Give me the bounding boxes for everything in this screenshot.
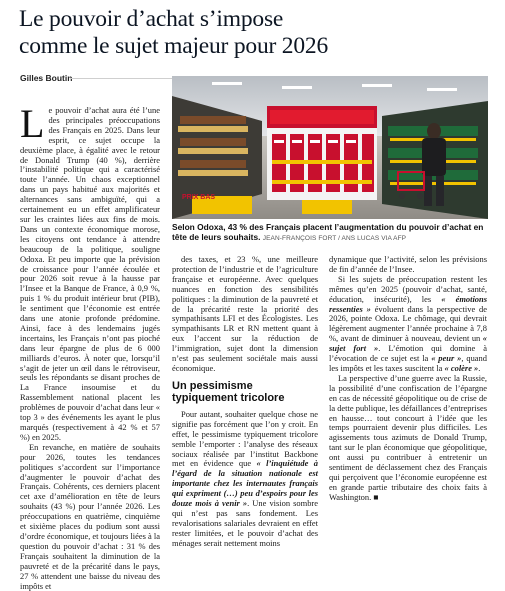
col3-p2-text-c: . L’émotion qui domine à l’évocation de ce sujet est la — [329, 343, 487, 364]
col2-p2-text-b: . Une vision sombre qui n’est pas sans fondement. Les revalorisations salariales devraient en effet rester limitées, et le pouvoir d’achat des ménages serait nettement moins — [172, 498, 318, 548]
col3-p2-text-b: évoluent dans la perspective de 2026, pointe Odoxa. Le chômage, qui devrait légèrement augmenter l’année prochaine à 7,8 %, avant de diminuer à nouveau, devient un — [329, 303, 487, 344]
backbone-quote: « l’inquiétude à l’égard de la situation nationale est importante chez les internautes français qui expriment (…) peu d’espoirs pour les douze mois à venir » — [172, 458, 318, 509]
col2-paragraph-1: des taxes, et 23 %, une meilleure protection de l’industrie et de l’agriculture française et européenne. Avec quelques nuances en fonction des sensibilités politiques : la diminution de la pauvreté et de la précarité reste la priorité des sympathisants LFI et des Écologistes. Les sympathisants LR et RN mettent quant à eux l’accent sur la réduction de l’immigration, sujet dont la dimension n’est pas seulement sociétale mais aussi économique. — [172, 254, 318, 373]
headline-line-2: comme le sujet majeur pour 2026 — [19, 33, 329, 59]
headline-line-1: Le pouvoir d’achat s’impose — [19, 6, 284, 32]
section-subhead: Un pessimisme typiquement tricolore — [172, 379, 285, 405]
col3-paragraph-2 — [329, 275, 487, 374]
col3-p2-text-d: , quand les impôts et les taxes suscitent la — [329, 353, 487, 373]
photo-caption — [172, 222, 488, 244]
col3-p2-text-a: Si les sujets de préoccupation restent les mêmes qu’en 2025 (pouvoir d’achat, santé, éducation, insécurité), les — [329, 273, 487, 304]
sujet-fort-quote: « sujet fort » — [329, 333, 487, 354]
caption-text: Selon Odoxa, 43 % des Français placent l’augmentation du pouvoir d’achat en tête de leurs souhaits. — [172, 222, 484, 242]
col2-paragraph-2 — [172, 410, 318, 549]
supermarket-aisle-illustration — [172, 76, 488, 219]
col3-p2-text-e: . — [478, 362, 481, 373]
col3-paragraph-3: La perspective d’une guerre avec la Russie, la possibilité d’une confiscation de l’épargne en cas de nécessité géopolitique ou de crise de la dette publique, les défaillances d’entreprises en hausse… tout concourt à l’idée que les temps pourraient devenir plus difficiles. Les agissements tous azimuts de Donald Trump, tant sur le plan économique que géopolitique, ont aussi pu contribuer à entretenir un sentiment de déclassement chez des Français qui perçoivent que l’économie européenne est en grande partie tributaire des choix faits à Washington. ■ — [329, 372, 487, 502]
byline: Gilles Boutin — [20, 73, 73, 83]
colere-quote: « colère » — [444, 362, 479, 373]
article-column-1 — [20, 101, 160, 591]
col2-p2-text-a: Pour autant, souhaiter quelque chose ne signifie pas forcément que l’on y croit. En effet, le pessimisme typiquement tricolore semble l’emporter : l’analyse des réseaux sociaux réalisée par l’institut Backbone met en évidence que — [172, 408, 318, 469]
col1-paragraph-2: En revanche, en matière de souhaits pour 2026, toutes les tendances politiques s’accordent sur l’importance d’augmenter le pouvoir d’achat des Français. Cohérents, ces derniers placent cet axe d’amélioration en tête de leurs souhaits (43 %) pour l’année 2026. Les préoccupations en quatrième, cinquième et sixième places du podium sont aussi d’ordre économique, et toujours liées à la question du pouvoir d’achat : 31 % des Français souhaitent la diminution de la pauvreté et de la précarité dans le pays, 27 % attendent une baisse du niveau des impôts et — [20, 441, 160, 591]
photo-credit: JEAN-FRANÇOIS FORT / ANS LUCAS VIA AFP — [262, 235, 407, 242]
peur-quote: « peur » — [431, 353, 462, 364]
col3-paragraph-1: dynamique que l’activité, selon les prévisions de fin d’année de l’Insee. — [329, 254, 487, 274]
article-column-2 — [172, 255, 318, 561]
col1-paragraph-1-text: e pouvoir d’achat aura été l’une des principales préoccupations des Français en 2025. Dans leur esprit, ce sujet occupe la deuxième place, à égalité avec le retour de Donald Trump (40 %), derrière l’instabilité politique qui a caractérisé toute l’année. Un chaos exceptionnel dans un pays habitué aux majorités et alternances sans ambiguïté, qui a certainement eu un effet amplificateur sur les craintes liées aux fins de mois. Dans un contexte économique morose, les citoyens ont tendance à attendre beaucoup de la politique, souligne Odoxa. Et peu importe que la prévision de croissance pour l’année écoulée et pour 2026 soit revue à la hausse par l’Insee et la Banque de France, à 0,9 %, puis 1 % du produit intérieur brut (PIB), le sentiment que l’économie est entrée dans une atonie profonde prédomine. Ainsi, face à des lendemains jugés incertains, les Français n’ont pas pioché dans leur épargne de plus de 6 000 milliards d’euros. À noter que, lorsqu’il s’agit de jeter un œil dans le rétroviseur, seuls les répondants se disant proches de La France insoumise et du Rassemblement national placent les problèmes de pouvoir d’achat dans leur « top 3 » des événements les ayant le plus marqués (respectivement à 42 % et 57 %) en 2025. — [20, 105, 160, 442]
article-column-3 — [329, 255, 487, 561]
dropcap: L — [20, 101, 45, 146]
article-photo — [172, 76, 488, 219]
emotions-quote: « émotions ressenties » — [329, 293, 487, 314]
headline — [19, 6, 489, 60]
lead-paragraph — [20, 101, 160, 443]
prix-bas-sign: PRIX BAS — [182, 194, 216, 201]
